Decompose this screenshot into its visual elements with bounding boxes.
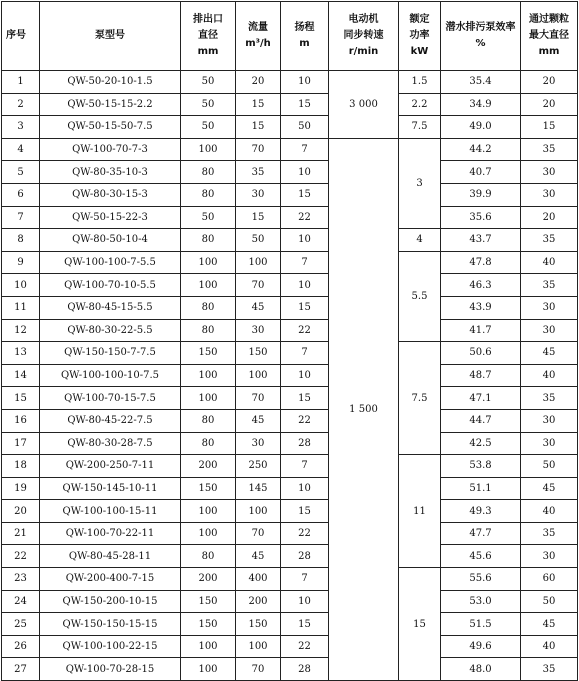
cell-speed: 3 000: [329, 71, 399, 139]
cell-head: 10: [281, 364, 329, 387]
header-particle-unit: mm: [538, 46, 560, 57]
cell-flow: 70: [236, 387, 281, 410]
cell-flow: 145: [236, 477, 281, 500]
cell-seq: 26: [2, 635, 40, 658]
cell-head: 22: [281, 635, 329, 658]
cell-particle: 35: [521, 138, 578, 161]
cell-particle: 45: [521, 342, 578, 365]
cell-outlet: 200: [181, 455, 236, 478]
cell-head: 7: [281, 342, 329, 365]
cell-seq: 11: [2, 296, 40, 319]
cell-seq: 12: [2, 319, 40, 342]
cell-seq: 2: [2, 93, 40, 116]
cell-seq: 23: [2, 568, 40, 591]
cell-flow: 100: [236, 500, 281, 523]
header-head-line1: 扬程: [294, 22, 315, 33]
header-power: [399, 2, 441, 71]
cell-seq: 20: [2, 500, 40, 523]
cell-seq: 17: [2, 432, 40, 455]
cell-power: 7.5: [399, 342, 441, 455]
cell-particle: 30: [521, 161, 578, 184]
header-seq: 序号: [2, 2, 40, 71]
cell-particle: 40: [521, 364, 578, 387]
table-row: [2, 500, 578, 523]
cell-model: QW-100-100-22-15: [40, 635, 181, 658]
cell-seq: 18: [2, 455, 40, 478]
cell-flow: 20: [236, 71, 281, 94]
cell-outlet: 80: [181, 161, 236, 184]
cell-power: 3: [399, 138, 441, 228]
cell-model: QW-200-250-7-11: [40, 455, 181, 478]
cell-head: 10: [281, 229, 329, 252]
table-row: [2, 229, 578, 252]
cell-outlet: 100: [181, 274, 236, 297]
cell-seq: 24: [2, 590, 40, 613]
cell-outlet: 100: [181, 251, 236, 274]
cell-head: 28: [281, 658, 329, 681]
cell-power: 5.5: [399, 251, 441, 341]
cell-seq: 19: [2, 477, 40, 500]
table-row: [2, 568, 578, 591]
cell-particle: 40: [521, 251, 578, 274]
header-outlet-line1: 排出口: [193, 14, 223, 25]
header-head-unit: m: [299, 38, 310, 49]
cell-efficiency: 51.1: [441, 477, 521, 500]
cell-model: QW-80-30-15-3: [40, 183, 181, 206]
cell-model: QW-200-400-7-15: [40, 568, 181, 591]
cell-particle: 35: [521, 658, 578, 681]
cell-particle: 30: [521, 296, 578, 319]
table-row: [2, 387, 578, 410]
cell-flow: 30: [236, 183, 281, 206]
cell-model: QW-150-150-7-7.5: [40, 342, 181, 365]
header-particle-line1: 通过颗粒: [529, 14, 569, 25]
cell-outlet: 100: [181, 387, 236, 410]
cell-efficiency: 53.8: [441, 455, 521, 478]
cell-head: 10: [281, 71, 329, 94]
cell-efficiency: 49.3: [441, 500, 521, 523]
cell-flow: 30: [236, 319, 281, 342]
cell-model: QW-100-70-22-11: [40, 522, 181, 545]
cell-model: QW-100-100-7-5.5: [40, 251, 181, 274]
cell-model: QW-100-70-7-3: [40, 138, 181, 161]
table-row: [2, 183, 578, 206]
cell-head: 50: [281, 116, 329, 139]
cell-outlet: 150: [181, 590, 236, 613]
table-row: [2, 522, 578, 545]
pump-spec-table: [1, 1, 578, 681]
cell-flow: 150: [236, 342, 281, 365]
table-row: [2, 364, 578, 387]
cell-flow: 50: [236, 229, 281, 252]
cell-power: 15: [399, 568, 441, 681]
cell-particle: 40: [521, 635, 578, 658]
cell-power: 1.5: [399, 71, 441, 94]
cell-flow: 250: [236, 455, 281, 478]
cell-particle: 30: [521, 409, 578, 432]
cell-power: 2.2: [399, 93, 441, 116]
cell-model: QW-100-100-10-7.5: [40, 364, 181, 387]
cell-outlet: 80: [181, 432, 236, 455]
cell-flow: 400: [236, 568, 281, 591]
cell-outlet: 100: [181, 364, 236, 387]
header-efficiency-line1: 潜水排污泵效率: [445, 22, 516, 33]
cell-head: 22: [281, 206, 329, 229]
cell-outlet: 100: [181, 500, 236, 523]
cell-efficiency: 43.7: [441, 229, 521, 252]
cell-flow: 15: [236, 93, 281, 116]
cell-efficiency: 40.7: [441, 161, 521, 184]
cell-particle: 35: [521, 274, 578, 297]
header-power-line1: 额定: [409, 14, 430, 25]
cell-power: 7.5: [399, 116, 441, 139]
cell-outlet: 80: [181, 229, 236, 252]
cell-seq: 21: [2, 522, 40, 545]
cell-seq: 27: [2, 658, 40, 681]
cell-efficiency: 49.0: [441, 116, 521, 139]
table-row: [2, 658, 578, 681]
table-row: [2, 432, 578, 455]
table-row: [2, 93, 578, 116]
cell-particle: 35: [521, 229, 578, 252]
cell-particle: 45: [521, 613, 578, 636]
cell-efficiency: 47.1: [441, 387, 521, 410]
cell-head: 10: [281, 274, 329, 297]
header-speed-unit: r/min: [348, 46, 379, 57]
cell-head: 7: [281, 568, 329, 591]
cell-outlet: 150: [181, 477, 236, 500]
cell-head: 15: [281, 296, 329, 319]
header-power-unit: kW: [410, 46, 429, 57]
table-row: [2, 342, 578, 365]
header-flow-line1: 流量: [248, 22, 268, 33]
cell-particle: 20: [521, 206, 578, 229]
cell-head: 15: [281, 387, 329, 410]
cell-model: QW-80-30-22-5.5: [40, 319, 181, 342]
header-efficiency: [441, 2, 521, 71]
cell-flow: 15: [236, 116, 281, 139]
cell-flow: 70: [236, 658, 281, 681]
cell-head: 10: [281, 590, 329, 613]
cell-particle: 30: [521, 432, 578, 455]
cell-outlet: 80: [181, 183, 236, 206]
header-model: 泵型号: [40, 2, 181, 71]
table-row: [2, 116, 578, 139]
cell-head: 15: [281, 500, 329, 523]
spec-table-container: [1, 1, 578, 681]
cell-particle: 30: [521, 545, 578, 568]
cell-model: QW-50-15-50-7.5: [40, 116, 181, 139]
table-row: [2, 477, 578, 500]
cell-outlet: 50: [181, 206, 236, 229]
header-row: [2, 2, 578, 71]
cell-particle: 60: [521, 568, 578, 591]
header-flow-unit: m³/h: [245, 38, 271, 49]
cell-particle: 30: [521, 183, 578, 206]
header-speed-line1: 电动机: [348, 14, 379, 25]
cell-head: 7: [281, 455, 329, 478]
cell-efficiency: 45.6: [441, 545, 521, 568]
cell-model: QW-50-15-15-2.2: [40, 93, 181, 116]
table-row: [2, 455, 578, 478]
cell-model: QW-50-15-22-3: [40, 206, 181, 229]
cell-head: 15: [281, 613, 329, 636]
cell-seq: 7: [2, 206, 40, 229]
cell-outlet: 50: [181, 93, 236, 116]
cell-seq: 4: [2, 138, 40, 161]
cell-particle: 30: [521, 319, 578, 342]
header-outlet-line2: 直径: [198, 30, 218, 41]
cell-seq: 10: [2, 274, 40, 297]
cell-flow: 150: [236, 613, 281, 636]
cell-efficiency: 50.6: [441, 342, 521, 365]
table-row: [2, 251, 578, 274]
header-head: [281, 2, 329, 71]
table-row: [2, 161, 578, 184]
cell-efficiency: 44.7: [441, 409, 521, 432]
cell-seq: 5: [2, 161, 40, 184]
cell-particle: 20: [521, 93, 578, 116]
cell-efficiency: 53.0: [441, 590, 521, 613]
cell-particle: 40: [521, 500, 578, 523]
cell-model: QW-150-145-10-11: [40, 477, 181, 500]
cell-flow: 15: [236, 206, 281, 229]
header-particle-line2: 最大直径: [529, 30, 569, 41]
cell-particle: 50: [521, 590, 578, 613]
cell-particle: 35: [521, 387, 578, 410]
cell-power: 4: [399, 229, 441, 252]
cell-efficiency: 47.8: [441, 251, 521, 274]
cell-head: 28: [281, 545, 329, 568]
cell-seq: 13: [2, 342, 40, 365]
header-outlet: [181, 2, 236, 71]
cell-efficiency: 41.7: [441, 319, 521, 342]
cell-outlet: 80: [181, 545, 236, 568]
cell-head: 15: [281, 183, 329, 206]
cell-particle: 50: [521, 455, 578, 478]
header-flow: [236, 2, 281, 71]
table-row: [2, 138, 578, 161]
table-row: [2, 409, 578, 432]
cell-model: QW-150-150-15-15: [40, 613, 181, 636]
cell-head: 7: [281, 251, 329, 274]
cell-seq: 14: [2, 364, 40, 387]
table-row: [2, 590, 578, 613]
cell-head: 15: [281, 93, 329, 116]
header-outlet-unit: mm: [197, 46, 219, 57]
cell-seq: 16: [2, 409, 40, 432]
cell-efficiency: 49.6: [441, 635, 521, 658]
cell-speed: 1 500: [329, 138, 399, 680]
header-speed: [329, 2, 399, 71]
cell-efficiency: 51.5: [441, 613, 521, 636]
cell-outlet: 100: [181, 635, 236, 658]
cell-efficiency: 35.4: [441, 71, 521, 94]
cell-efficiency: 55.6: [441, 568, 521, 591]
cell-outlet: 80: [181, 319, 236, 342]
cell-particle: 35: [521, 522, 578, 545]
cell-seq: 8: [2, 229, 40, 252]
cell-efficiency: 48.7: [441, 364, 521, 387]
cell-seq: 1: [2, 71, 40, 94]
cell-model: QW-80-30-28-7.5: [40, 432, 181, 455]
cell-flow: 70: [236, 138, 281, 161]
cell-model: QW-80-35-10-3: [40, 161, 181, 184]
table-row: [2, 296, 578, 319]
cell-model: QW-80-45-28-11: [40, 545, 181, 568]
table-row: [2, 274, 578, 297]
cell-flow: 70: [236, 274, 281, 297]
cell-seq: 3: [2, 116, 40, 139]
header-power-line2: 功率: [409, 30, 430, 41]
cell-efficiency: 43.9: [441, 296, 521, 319]
cell-efficiency: 42.5: [441, 432, 521, 455]
cell-efficiency: 44.2: [441, 138, 521, 161]
cell-model: QW-100-70-10-5.5: [40, 274, 181, 297]
cell-outlet: 150: [181, 613, 236, 636]
table-row: [2, 613, 578, 636]
cell-model: QW-80-45-22-7.5: [40, 409, 181, 432]
cell-outlet: 100: [181, 658, 236, 681]
cell-seq: 15: [2, 387, 40, 410]
cell-outlet: 100: [181, 522, 236, 545]
cell-particle: 20: [521, 71, 578, 94]
table-row: [2, 206, 578, 229]
cell-flow: 30: [236, 432, 281, 455]
table-row: [2, 545, 578, 568]
cell-head: 7: [281, 138, 329, 161]
cell-model: QW-100-70-28-15: [40, 658, 181, 681]
cell-flow: 70: [236, 522, 281, 545]
cell-model: QW-100-100-15-11: [40, 500, 181, 523]
cell-efficiency: 47.7: [441, 522, 521, 545]
cell-efficiency: 46.3: [441, 274, 521, 297]
cell-head: 22: [281, 409, 329, 432]
cell-particle: 45: [521, 477, 578, 500]
cell-model: QW-100-70-15-7.5: [40, 387, 181, 410]
cell-power: 11: [399, 455, 441, 568]
table-row: [2, 71, 578, 94]
cell-efficiency: 34.9: [441, 93, 521, 116]
cell-seq: 9: [2, 251, 40, 274]
cell-flow: 45: [236, 296, 281, 319]
cell-outlet: 200: [181, 568, 236, 591]
cell-efficiency: 39.9: [441, 183, 521, 206]
cell-head: 22: [281, 522, 329, 545]
cell-flow: 200: [236, 590, 281, 613]
table-row: [2, 319, 578, 342]
cell-head: 10: [281, 477, 329, 500]
cell-outlet: 50: [181, 116, 236, 139]
table-row: [2, 635, 578, 658]
cell-model: QW-80-50-10-4: [40, 229, 181, 252]
cell-head: 22: [281, 319, 329, 342]
cell-seq: 22: [2, 545, 40, 568]
cell-outlet: 80: [181, 409, 236, 432]
header-efficiency-unit: %: [475, 38, 486, 49]
cell-outlet: 80: [181, 296, 236, 319]
cell-seq: 25: [2, 613, 40, 636]
cell-head: 10: [281, 161, 329, 184]
table-body: [2, 71, 578, 681]
cell-flow: 45: [236, 545, 281, 568]
cell-flow: 100: [236, 364, 281, 387]
cell-flow: 45: [236, 409, 281, 432]
cell-efficiency: 48.0: [441, 658, 521, 681]
header-particle: [521, 2, 578, 71]
cell-particle: 15: [521, 116, 578, 139]
cell-outlet: 150: [181, 342, 236, 365]
header-speed-line2: 同步转速: [343, 30, 384, 41]
cell-flow: 35: [236, 161, 281, 184]
cell-efficiency: 35.6: [441, 206, 521, 229]
cell-seq: 6: [2, 183, 40, 206]
cell-flow: 100: [236, 251, 281, 274]
cell-model: QW-150-200-10-15: [40, 590, 181, 613]
cell-outlet: 50: [181, 71, 236, 94]
cell-flow: 100: [236, 635, 281, 658]
cell-model: QW-50-20-10-1.5: [40, 71, 181, 94]
cell-outlet: 100: [181, 138, 236, 161]
cell-head: 28: [281, 432, 329, 455]
cell-model: QW-80-45-15-5.5: [40, 296, 181, 319]
